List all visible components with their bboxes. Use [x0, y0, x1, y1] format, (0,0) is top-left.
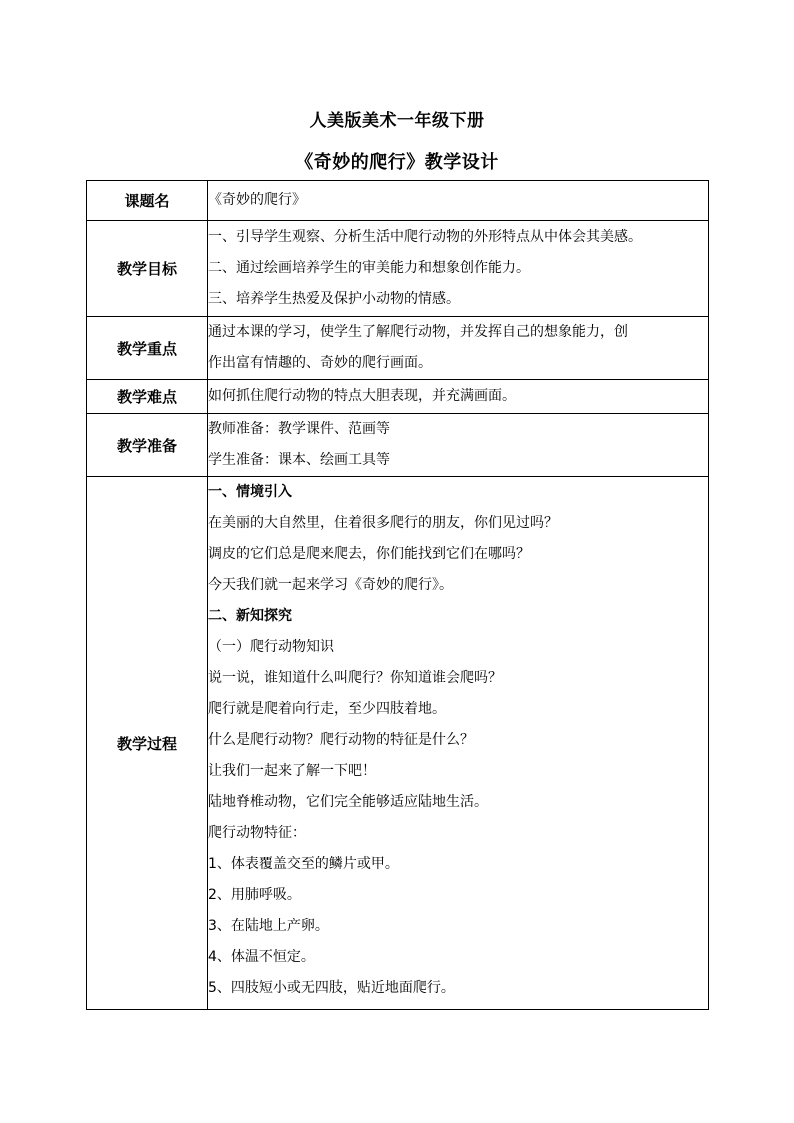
section-heading: 二、新知探究 — [208, 608, 292, 624]
row-content-topic — [208, 181, 709, 221]
process-line: 什么是爬行动物？爬行动物的特征是什么？ — [208, 732, 474, 748]
objective-line: 三、培养学生热爱及保护小动物的情感。 — [208, 291, 460, 307]
document-title: 《奇妙的爬行》教学设计 — [295, 152, 499, 173]
process-line: 3、在陆地上产卵。 — [208, 918, 329, 934]
table-row-key-points — [87, 317, 709, 380]
row-label-process: 教学过程 — [87, 477, 208, 1010]
table-row-topic — [87, 181, 709, 221]
row-label-difficulties: 教学难点 — [87, 380, 208, 414]
process-line: 让我们一起来了解一下吧！ — [208, 763, 376, 779]
process-line: 1、体表覆盖交至的鳞片或甲。 — [208, 856, 399, 872]
process-line: 调皮的它们总是爬来爬去，你们能找到它们在哪吗？ — [208, 546, 530, 562]
process-line: 爬行动物特征： — [208, 825, 306, 841]
table-row-preparation — [87, 414, 709, 477]
key-point-line: 通过本课的学习，使学生了解爬行动物，并发挥自己的想象能力，创 — [208, 324, 628, 340]
table-row-difficulties — [87, 380, 709, 414]
table-row-objectives — [87, 221, 709, 317]
process-line: 说一说，谁知道什么叫爬行？你知道谁会爬吗？ — [208, 670, 502, 686]
row-content-difficulties — [208, 380, 709, 414]
key-point-line: 作出富有情趣的、奇妙的爬行画面。 — [208, 355, 432, 371]
process-line: 2、用肺呼吸。 — [208, 887, 301, 903]
row-label-key-points: 教学重点 — [87, 317, 208, 380]
section-heading: 一、情境引入 — [208, 484, 292, 500]
topic-line: 《奇妙的爬行》 — [208, 192, 306, 208]
process-line: 在美丽的大自然里，住着很多爬行的朋友，你们见过吗？ — [208, 515, 558, 531]
preparation-line: 学生准备：课本、绘画工具等 — [208, 452, 390, 468]
document-subtitle: 人美版美术一年级下册 — [309, 111, 485, 131]
row-label-preparation: 教学准备 — [87, 414, 208, 477]
row-content-process — [208, 477, 709, 1010]
objective-line: 二、通过绘画培养学生的审美能力和想象创作能力。 — [208, 260, 530, 276]
difficulty-line: 如何抓住爬行动物的特点大胆表现，并充满画面。 — [208, 388, 516, 404]
row-content-preparation — [208, 414, 709, 477]
process-line: 陆地脊椎动物，它们完全能够适应陆地生活。 — [208, 794, 488, 810]
process-line: 爬行就是爬着向行走，至少四肢着地。 — [208, 701, 446, 717]
row-label-topic: 课题名 — [87, 181, 208, 221]
table-row-process — [87, 477, 709, 1010]
process-line: 今天我们就一起来学习《奇妙的爬行》。 — [208, 577, 453, 593]
objective-line: 一、引导学生观察、分析生活中爬行动物的外形特点从中体会其美感。 — [208, 229, 642, 245]
process-line: （一）爬行动物知识 — [208, 639, 334, 655]
row-content-objectives — [208, 221, 709, 317]
lesson-plan-table — [86, 180, 709, 1010]
process-line: 4、体温不恒定。 — [208, 949, 315, 965]
process-line: 5、四肢短小或无四肢，贴近地面爬行。 — [208, 980, 455, 996]
preparation-line: 教师准备：教学课件、范画等 — [208, 421, 390, 437]
row-label-objectives: 教学目标 — [87, 221, 208, 317]
row-content-key-points — [208, 317, 709, 380]
